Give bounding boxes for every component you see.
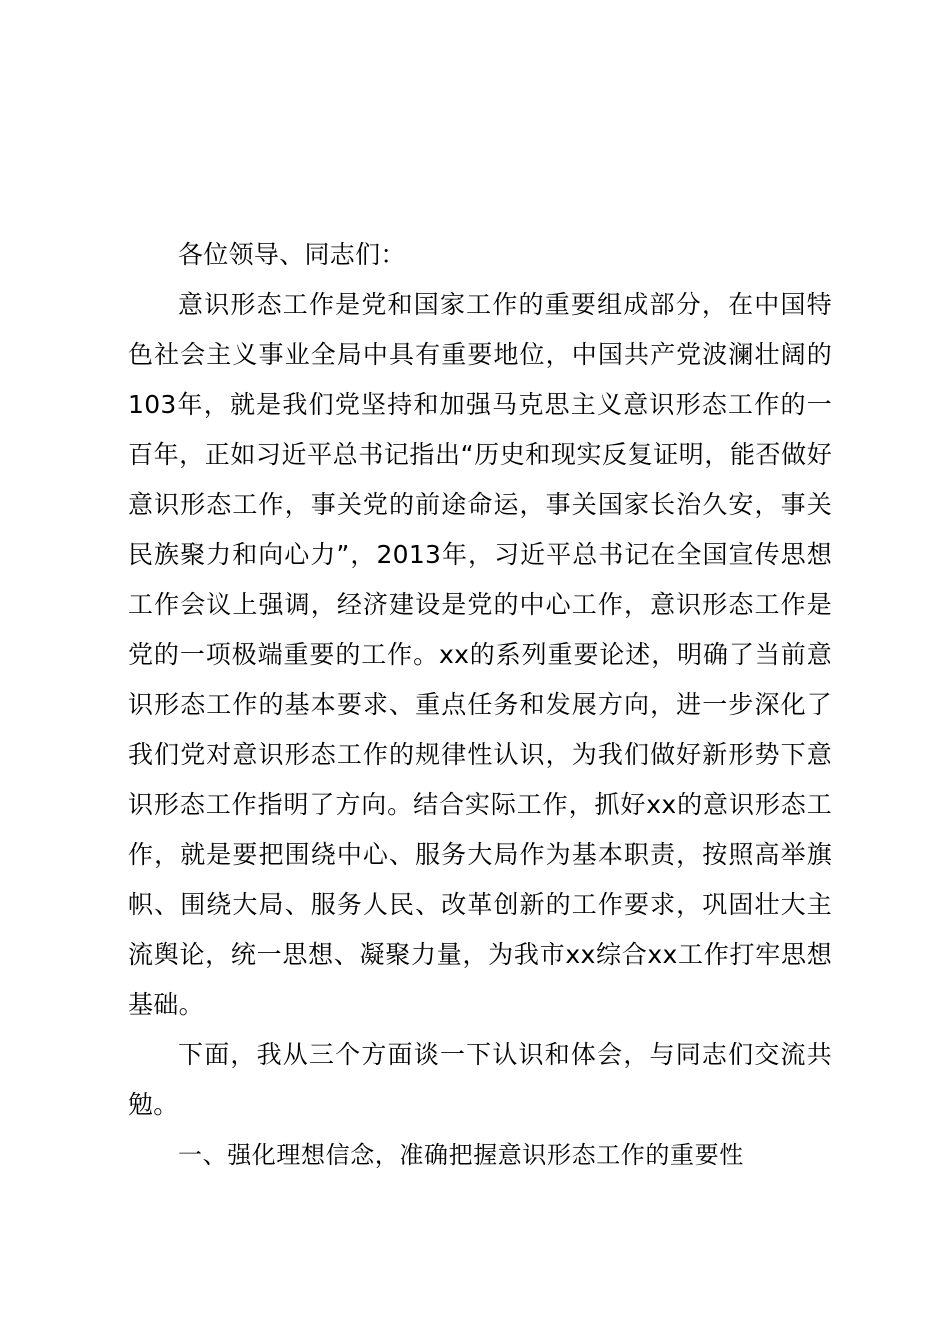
document-body [128, 230, 832, 1180]
section-heading: 一、强化理想信念，准确把握意识形态工作的重要性 [178, 1141, 744, 1169]
body-paragraph-1: 意识形态工作是党和国家工作的重要组成部分，在中国特色社会主义事业全局中具有重要地位，中国共产党波澜壮阔的103年，就是我们党坚持和加强马克思主义意识形态工作的一百年，正如习近平总书记指出“历史和现实反复证明，能否做好意识形态工作，事关党的前途命运，事关国家长治久安，事关民族聚力和向心力”，2013年，习近平总书记在全国宣传思想工作会议上强调，经济建设是党的中心工作，意识形态工作是党的一项极端重要的工作。xx的系列重要论述，明确了当前意识形态工作的基本要求、重点任务和发展方向，进一步深化了我们党对意识形态工作的规律性认识，为我们做好新形势下意识形态工作指明了方向。结合实际工作，抓好xx的意识形态工作，就是要把围绕中心、服务大局作为基本职责，按照高举旗帜、围绕大局、服务人民、改革创新的工作要求，巩固壮大主流舆论，统一思想、凝聚力量，为我市xx综合xx工作打牢思想基础。 [128, 290, 832, 1019]
salutation: 各位领导、同志们： [178, 240, 406, 269]
body-paragraph-2: 下面，我从三个方面谈一下认识和体会，与同志们交流共勉。 [128, 1040, 832, 1119]
